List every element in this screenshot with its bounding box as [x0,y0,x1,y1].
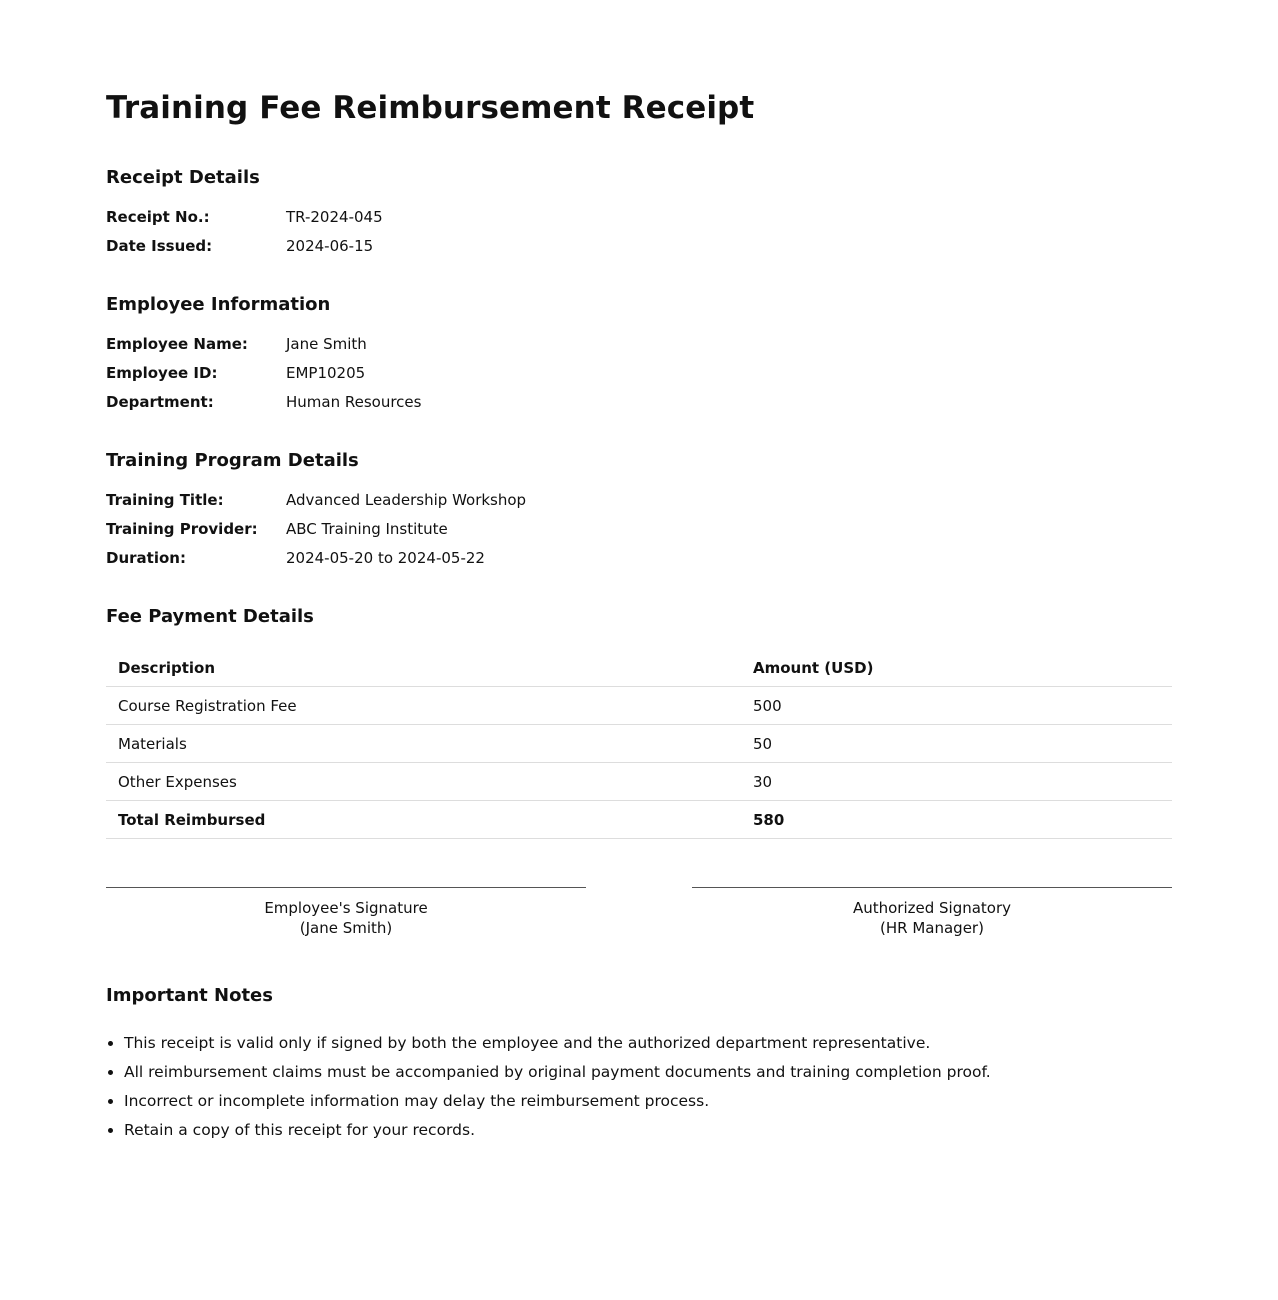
employee-signature-block [106,887,586,938]
training-title-row [106,485,1172,514]
list-item: • All reimbursement claims must be accompanied by original payment documents and training completion proof. [124,1058,1172,1087]
total-label-cell: Total Reimbursed [106,801,741,839]
list-item: • Retain a copy of this receipt for your records. [124,1116,1172,1145]
authorized-signature-label: Authorized Signatory [852,899,1012,917]
list-item: • This receipt is valid only if signed by both the employee and the authorized department representative. [124,1029,1172,1058]
training-provider-value: ABC Training Institute [286,519,448,538]
total-row [106,801,1172,839]
fee-amount-cell: 50 [741,725,1172,763]
important-notes-heading: Important Notes [106,985,273,1006]
receipt-number-row [106,202,1172,231]
receipt-number-value: TR-2024-045 [286,207,383,226]
employee-info-fields [106,329,1172,416]
training-provider-row [106,514,1172,543]
receipt-details-heading: Receipt Details [106,167,260,188]
notes-list [106,1029,1172,1145]
fee-table [106,649,1172,839]
fee-amount-cell: 500 [741,687,1172,725]
duration-value: 2024-05-20 to 2024-05-22 [286,548,485,567]
employee-id-row [106,358,1172,387]
page-title: Training Fee Reimbursement Receipt [106,90,755,126]
date-issued-label: Date Issued: [106,236,213,255]
fee-table-header-row [106,649,1172,687]
employee-id-value: EMP10205 [286,363,366,382]
receipt-page [106,0,1172,1145]
date-issued-row [106,231,1172,260]
duration-row [106,543,1172,572]
column-header-amount: Amount (USD) [741,649,1172,687]
receipt-details-fields [106,202,1172,260]
department-row [106,387,1172,416]
authorized-signature-role: (HR Manager) [880,919,984,937]
training-title-value: Advanced Leadership Workshop [286,490,527,509]
table-row [106,687,1172,725]
employee-id-label: Employee ID: [106,363,218,382]
table-row [106,725,1172,763]
fee-description-cell: Other Expenses [106,763,741,801]
training-details-heading: Training Program Details [106,450,359,471]
department-label: Department: [106,392,214,411]
total-amount-cell: 580 [741,801,1172,839]
receipt-number-label: Receipt No.: [106,207,210,226]
fee-payment-heading: Fee Payment Details [106,606,314,627]
date-issued-value: 2024-06-15 [286,236,374,255]
list-item: • Incorrect or incomplete information may delay the reimbursement process. [124,1087,1172,1116]
duration-label: Duration: [106,548,186,567]
signature-section [106,887,1172,938]
fee-amount-cell: 30 [741,763,1172,801]
employee-signature-label: Employee's Signature [264,899,428,917]
column-header-description: Description [106,649,741,687]
table-row [106,763,1172,801]
fee-description-cell: Course Registration Fee [106,687,741,725]
employee-info-heading: Employee Information [106,294,331,315]
authorized-signature-block [692,887,1172,938]
training-title-label: Training Title: [106,490,224,509]
training-provider-label: Training Provider: [106,519,258,538]
employee-name-value: Jane Smith [286,334,367,353]
employee-name-row [106,329,1172,358]
employee-name-label: Employee Name: [106,334,248,353]
employee-signature-name: (Jane Smith) [299,919,393,937]
training-details-fields [106,485,1172,572]
fee-description-cell: Materials [106,725,741,763]
department-value: Human Resources [286,392,422,411]
